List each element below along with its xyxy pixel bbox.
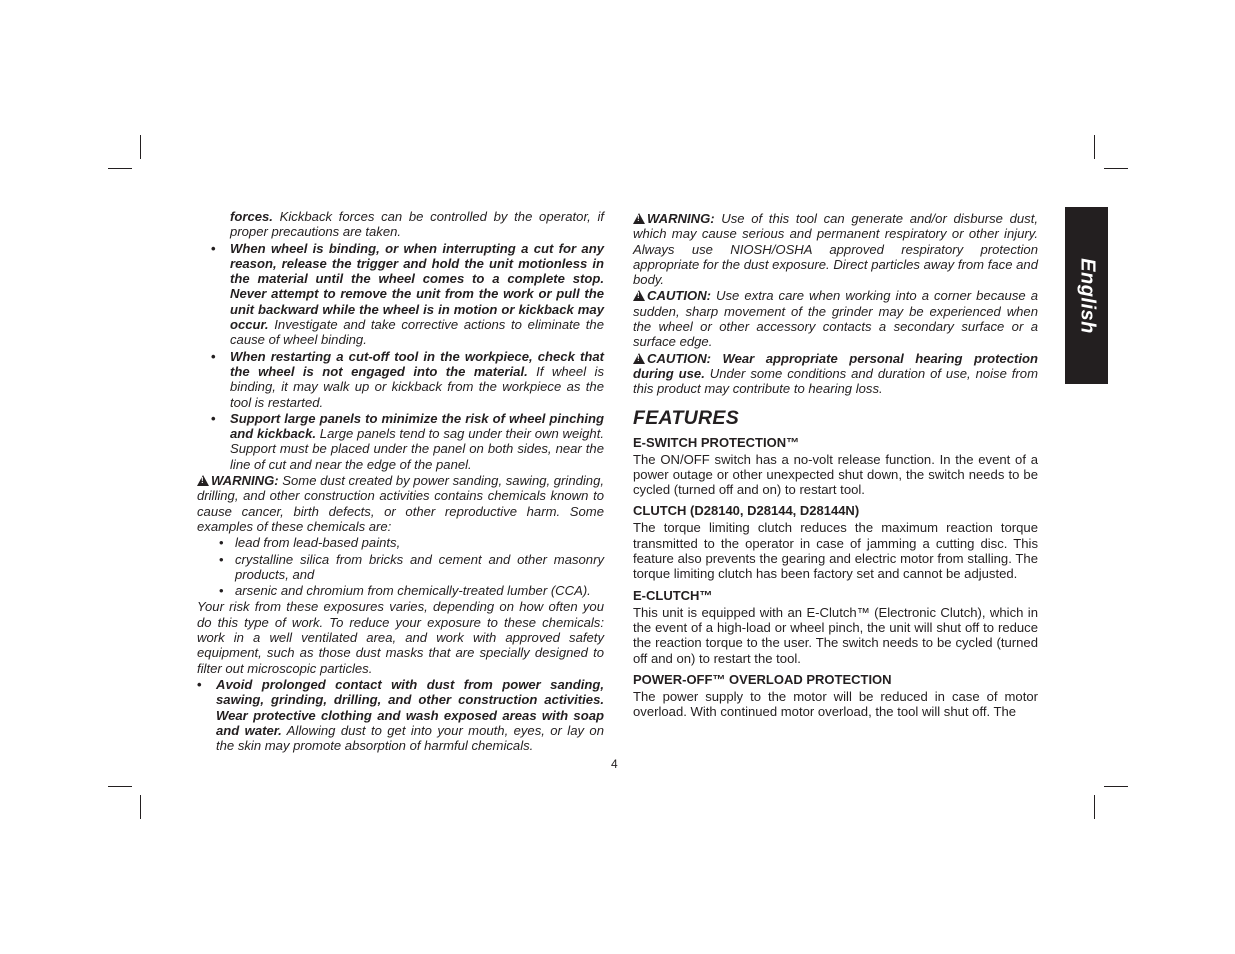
feature-heading: E-SWITCH PROTECTION™: [633, 434, 800, 450]
kickback-continuation: forces. Kickback forces can be controlled by the operator, if proper precautions are taken.: [230, 209, 604, 240]
chemical-item: • arsenic and chromium from chemically-treated lumber (CCA).: [219, 583, 591, 599]
chemical-item: • crystalline silica from bricks and cement and other masonry products, and: [219, 551, 604, 582]
feature-body: This unit is equipped with an E-Clutch™ (Electronic Clutch), which in the event of a high-load or wheel pinch, the unit will shut off to reduce the reaction torque to the user. The switch needs to be cycled (turned off and on) to restart the tool.: [633, 604, 1038, 666]
feature-section: [633, 503, 1038, 581]
crop-mark: [140, 135, 141, 159]
page-number: 4: [611, 757, 618, 771]
bullet-icon: •: [197, 676, 202, 692]
feature-body: The torque limiting clutch reduces the maximum reaction torque transmitted to the operator in case of jamming a cutting disc. This feature also prevents the gearing and electric motor from stalling. The torque limiting clutch has been factory set and cannot be adjusted.: [633, 520, 1038, 582]
feature-heading: E-CLUTCH™: [633, 587, 713, 603]
bullet-icon: •: [211, 348, 216, 364]
bullet-item: • When restarting a cut-off tool in the workpiece, check that the wheel is not engaged into the material. If wheel is binding, it may walk up or kickback from the workpiece as the tool is restarted.: [211, 348, 605, 410]
chemical-item: • lead from lead-based paints,: [219, 535, 401, 551]
dust-warning: !WARNING: Some dust created by power sanding, sawing, grinding, drilling, and other construction activities contains chemicals known to cause cancer, birth defects, or other reproductive harm. Some examples of these chemicals are:: [197, 473, 604, 534]
caution-icon: [633, 353, 645, 364]
bullet-icon: •: [211, 410, 216, 426]
crop-mark: [1104, 786, 1128, 787]
bullet-icon: •: [219, 535, 224, 551]
crop-mark: [140, 795, 141, 819]
crop-mark: [108, 786, 132, 787]
respiratory-warning: !WARNING: Use of this tool can generate and/or disburse dust, which may cause serious and permanent respiratory or other injury. Always use NIOSH/OSHA approved respiratory protection appropriate for the dust exposure. Direct particles away from face and body.: [633, 211, 1038, 287]
crop-mark: [1094, 135, 1095, 159]
caution-icon: [633, 290, 645, 301]
corner-caution: !CAUTION: Use extra care when working into a corner because a sudden, sharp movement of the grinder may be experienced when the wheel or other accessory contacts a secondary surface or a surface edge.: [633, 288, 1038, 349]
hearing-caution: !CAUTION: Wear appropriate personal hearing protection during use. Under some conditions and duration of use, noise from this product may contribute to hearing loss.: [633, 351, 1038, 397]
right-column: [633, 211, 1038, 725]
crop-mark: [108, 168, 132, 169]
feature-heading: CLUTCH (D28140, D28144, D28144N): [633, 503, 860, 519]
warning-icon: [197, 475, 209, 486]
feature-section: [633, 588, 1038, 666]
bullet-icon: •: [219, 551, 224, 567]
warning-icon: [633, 213, 645, 224]
feature-section: [633, 672, 1038, 720]
language-tab-label: English: [1076, 257, 1098, 334]
left-column: [197, 209, 604, 754]
language-tab: [1065, 207, 1108, 384]
features-heading: FEATURES: [633, 406, 740, 429]
crop-mark: [1094, 795, 1095, 819]
feature-body: The ON/OFF switch has a no-volt release function. In the event of a power outage or other unexpected shut down, the switch needs to be cycled (turned off and on) to restart tool.: [633, 451, 1038, 498]
bullet-icon: •: [219, 583, 224, 599]
crop-mark: [1104, 168, 1128, 169]
feature-body: The power supply to the motor will be reduced in case of motor overload. With continued motor overload, the tool will shut off. The: [633, 688, 1038, 720]
bullet-item: • Support large panels to minimize the risk of wheel pinching and kickback. Large panels tend to sag under their own weight. Support must be placed under the panel on both sides, near the line of cut and near the edge of the panel.: [211, 410, 604, 472]
feature-heading: POWER-OFF™ OVERLOAD PROTECTION: [633, 671, 892, 687]
risk-paragraph: Your risk from these exposures varies, depending on how often you do this type of work. To reduce your exposure to these chemicals: work in a well ventilated area, and work with approved safety equipment, such as those dust masks that are specially designed to filter out microscopic particles.: [197, 599, 604, 676]
feature-section: [633, 435, 1038, 498]
bullet-icon: •: [211, 240, 216, 256]
avoid-dust-item: • Avoid prolonged contact with dust from power sanding, sawing, grinding, drilling, and other construction activities. Wear protective clothing and wash exposed areas with soap and water. Allowing dust to get into your mouth, eyes, or lay on the skin may promote absorption of harmful chemicals.: [197, 676, 604, 754]
bullet-item: • When wheel is binding, or when interrupting a cut for any reason, release the trigger and hold the unit motionless in the material until the wheel comes to a complete stop. Never attempt to remove the unit from the work or pull the unit backward while the wheel is in motion or kickback may occur. Investigate and take corrective actions to eliminate the cause of wheel binding.: [211, 240, 604, 348]
